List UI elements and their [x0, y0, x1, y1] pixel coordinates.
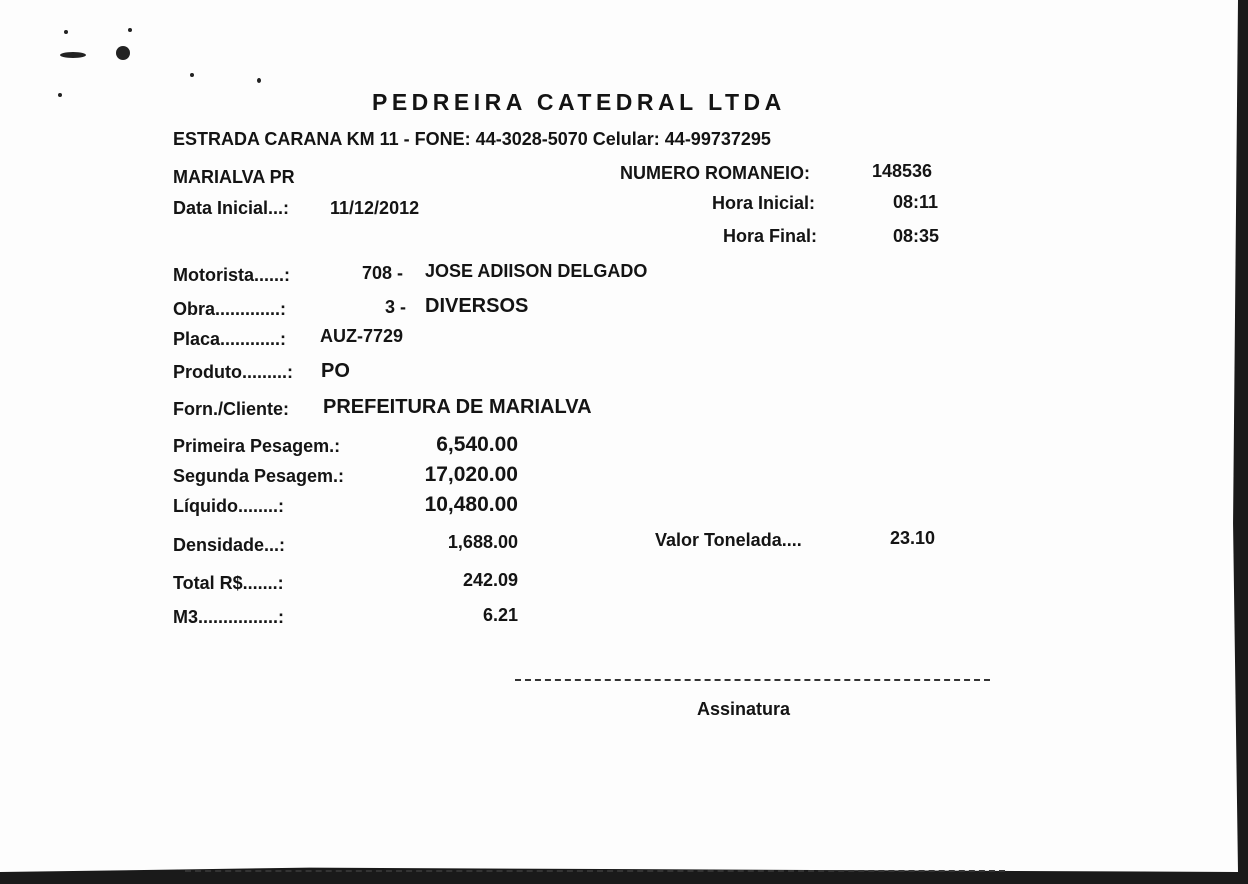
primeira-pesagem-value: 6,540.00 — [436, 433, 518, 456]
obra-code: 3 - — [385, 297, 407, 317]
liquido-value: 10,480.00 — [424, 493, 518, 516]
signature-label: Assinatura — [697, 699, 791, 719]
obra-label: Obra.............: — [173, 299, 287, 319]
total-label: Total R$.......: — [173, 573, 284, 593]
motorista-label: Motorista......: — [173, 265, 290, 285]
obra-name: DIVERSOS — [425, 295, 529, 317]
produto-value: PO — [321, 360, 350, 382]
company-city: MARIALVA PR — [173, 167, 295, 187]
bottom-dashed-line — [185, 870, 1005, 872]
data-inicial-label: Data Inicial...: — [173, 198, 290, 218]
segunda-pesagem-label: Segunda Pesagem.: — [173, 466, 345, 486]
valor-tonelada-label: Valor Tonelada.... — [655, 530, 802, 550]
romaneio-number: 148536 — [872, 161, 933, 181]
m3-label: M3................: — [173, 607, 285, 627]
motorista-name: JOSE ADIISON DELGADO — [425, 261, 648, 281]
data-inicial-value: 11/12/2012 — [330, 198, 420, 218]
ink-smudge — [64, 30, 68, 34]
densidade-label: Densidade...: — [173, 535, 286, 555]
company-name: PEDREIRA CATEDRAL LTDA — [372, 89, 786, 115]
signature-line — [515, 679, 990, 681]
ink-smudge — [190, 73, 194, 77]
produto-label: Produto.........: — [173, 362, 293, 382]
hora-inicial-label: Hora Inicial: — [712, 193, 816, 213]
ink-smudge — [58, 93, 62, 97]
valor-tonelada-value: 23.10 — [890, 528, 936, 548]
hora-final-value: 08:35 — [893, 226, 940, 246]
total-value: 242.09 — [462, 570, 518, 590]
liquido-label: Líquido........: — [173, 496, 284, 516]
cliente-value: PREFEITURA DE MARIALVA — [323, 396, 592, 418]
company-address: ESTRADA CARANA KM 11 - FONE: 44-3028-5070 Celular: 44-99737295 — [173, 129, 771, 149]
romaneio-label: NUMERO ROMANEIO: — [620, 163, 810, 183]
cliente-label: Forn./Cliente: — [173, 399, 289, 419]
ink-smudge — [128, 28, 132, 32]
densidade-value: 1,688.00 — [447, 532, 518, 552]
ink-smudge — [116, 46, 130, 60]
hora-inicial-value: 08:11 — [893, 192, 939, 212]
placa-value: AUZ-7729 — [320, 326, 404, 346]
hora-final-label: Hora Final: — [723, 226, 818, 246]
ink-smudge — [257, 78, 261, 83]
primeira-pesagem-label: Primeira Pesagem.: — [173, 436, 341, 456]
placa-label: Placa............: — [173, 329, 287, 349]
motorista-code: 708 - — [362, 263, 404, 283]
m3-value: 6.21 — [482, 605, 518, 625]
segunda-pesagem-value: 17,020.00 — [424, 463, 518, 486]
ink-smudge — [60, 52, 86, 58]
